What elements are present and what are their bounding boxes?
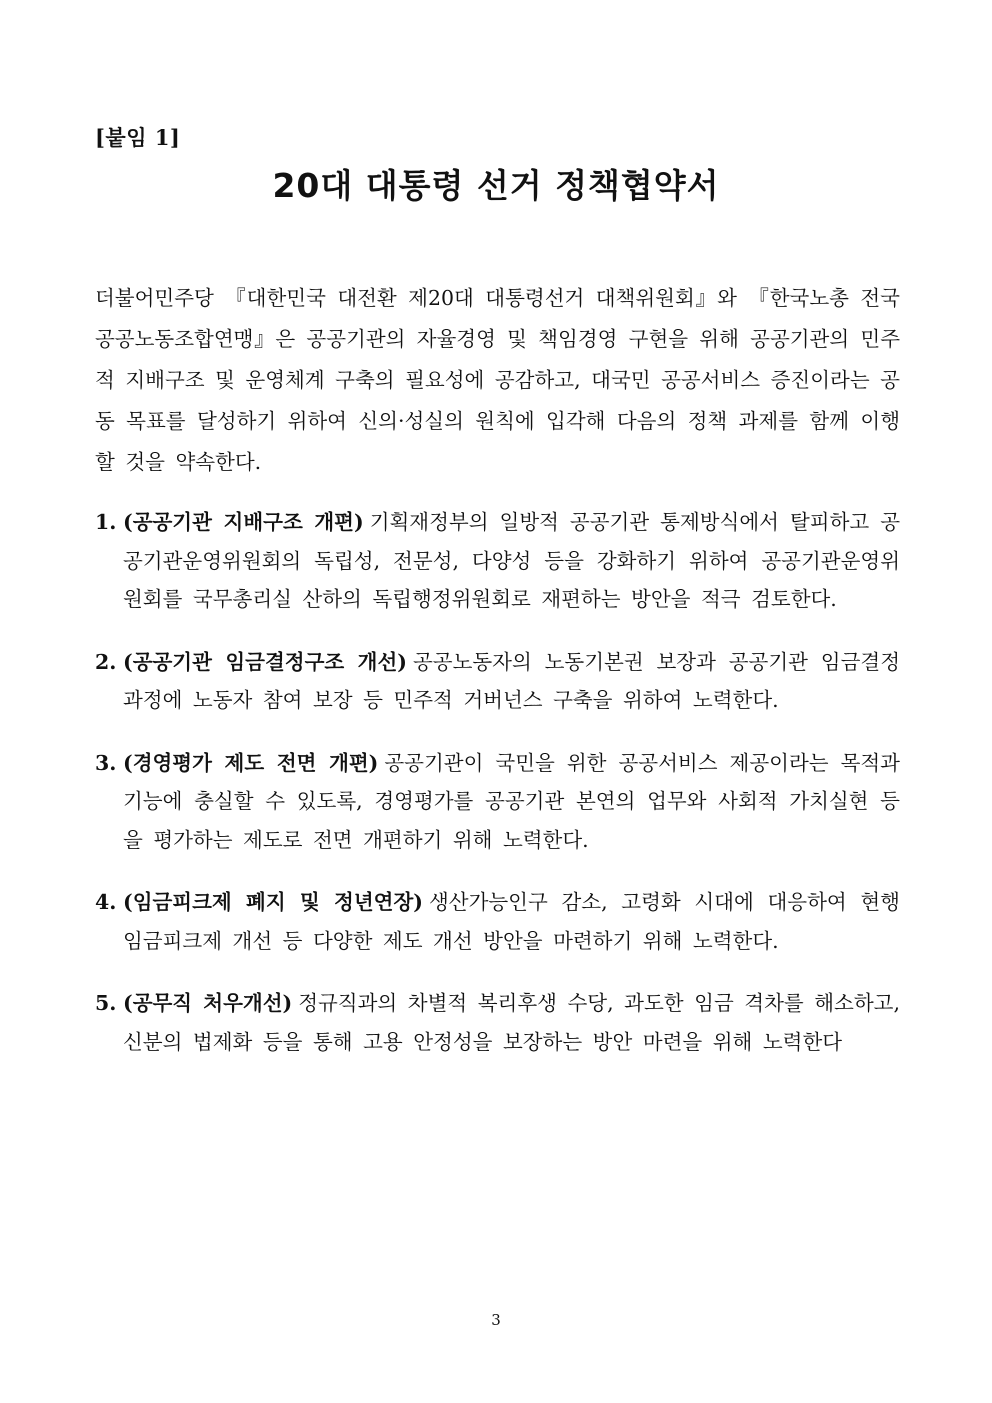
policy-item-heading: (경영평가 제도 전면 개편)	[123, 750, 379, 775]
document-title: 20대 대통령 선거 정책협약서	[272, 166, 720, 205]
attachment-label: [붙임 1]	[95, 125, 181, 150]
policy-item-heading: (공공기관 지배구조 개편)	[123, 510, 364, 534]
policy-item-body: 생산가능인구 감소, 고령화 시대에 대응하여 현행 임금피크제 개선 등 다양한 제도 개선 방안을 마련하기 위해 노력한다.	[123, 890, 900, 953]
policy-item	[95, 643, 900, 720]
page-number: 3	[491, 1311, 501, 1329]
policy-item-text	[123, 503, 900, 619]
policy-item-heading: (공무직 처우개선)	[123, 991, 293, 1015]
policy-item-text	[123, 984, 900, 1061]
policy-item-body: 공공기관이 국민을 위한 공공서비스 제공이라는 목적과 기능에 충실할 수 있도록, 경영평가를 공공기관 본연의 업무와 사회적 가치실현 등을 평가하는 제도로 전면 개편하기 위해 노력한다.	[123, 750, 900, 852]
policy-item-text	[123, 883, 900, 960]
policy-item-text	[123, 744, 900, 860]
policy-item-number: 3.	[95, 750, 117, 775]
policy-item-heading: (공공기관 임금결정구조 개선)	[123, 649, 407, 674]
policy-item-text	[123, 643, 900, 720]
policy-item-body: 정규직과의 차별적 복리후생 수당, 과도한 임금 격차를 해소하고, 신분의 법제화 등을 통해 고용 안정성을 보장하는 방안 마련을 위해 노력한다	[123, 991, 900, 1054]
policy-item-list	[95, 503, 900, 1085]
policy-item	[95, 984, 900, 1061]
policy-item	[95, 744, 900, 860]
policy-item	[95, 503, 900, 619]
policy-item-body: 공공노동자의 노동기본권 보장과 공공기관 임금결정 과정에 노동자 참여 보장 등 민주적 거버넌스 구축을 위하여 노력한다.	[123, 649, 901, 712]
policy-item-body: 기획재정부의 일방적 공공기관 통제방식에서 탈피하고 공공기관운영위원회의 독립성, 전문성, 다양성 등을 강화하기 위하여 공공기관운영위원회를 국무총리실 산하의 독립행정위원회로 재편하는 방안을 적극 검토한다.	[123, 510, 900, 611]
intro-paragraph: 더불어민주당 『대한민국 대전환 제20대 대통령선거 대책위원회』와 『한국노총 전국공공노동조합연맹』은 공공기관의 자율경영 및 책임경영 구현을 위해 공공기관의 민주적 지배구조 및 운영체계 구축의 필요성에 공감하고, 대국민 공공서비스 증진이라는 공동 목표를 달성하기 위하여 신의·성실의 원칙에 입각해 다음의 정책 과제를 함께 이행할 것을 약속한다.	[95, 285, 900, 474]
policy-item	[95, 883, 900, 960]
policy-item-number: 4.	[95, 890, 117, 914]
policy-item-heading: (임금피크제 폐지 및 정년연장)	[123, 890, 423, 914]
policy-item-number: 5.	[95, 991, 117, 1015]
policy-item-number: 1.	[95, 510, 117, 534]
policy-item-number: 2.	[95, 649, 117, 674]
